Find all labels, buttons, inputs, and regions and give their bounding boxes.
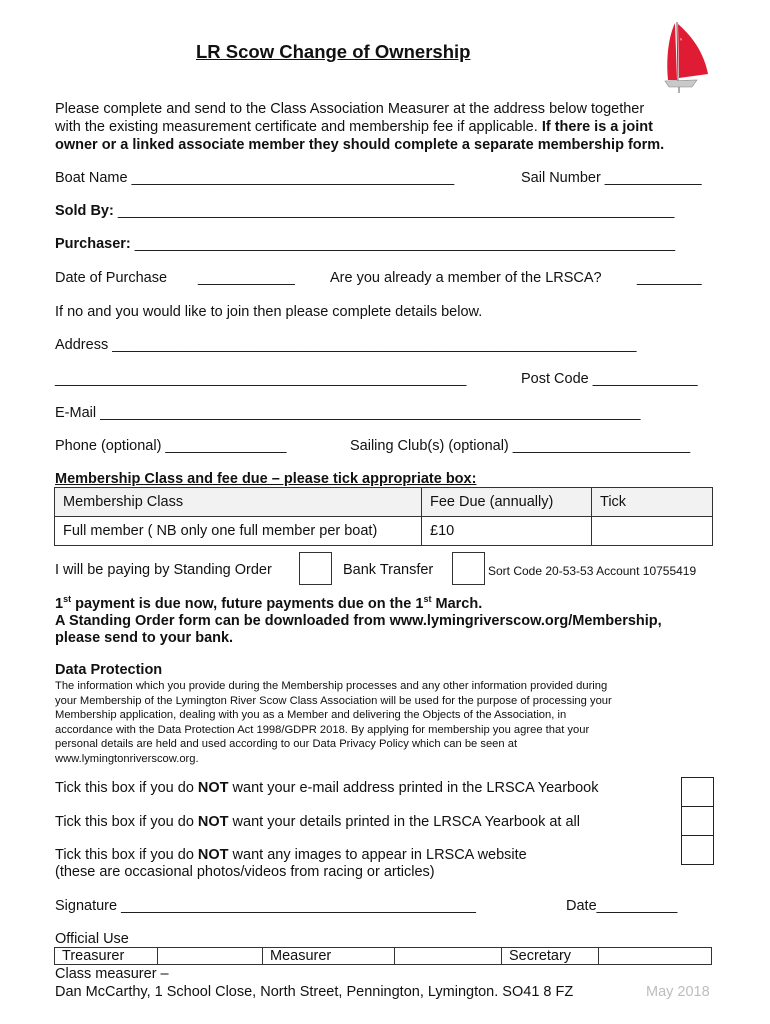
member-question-field[interactable]: ________ [637, 270, 702, 286]
opt-out-checkboxes [681, 777, 714, 865]
paragraph-line: your Membership of the Lymington River Scow Class Association will be used for the purpose of processing your [55, 694, 612, 707]
address-field[interactable]: Address _________________________________________________________________ [55, 337, 637, 353]
paragraph-line: personal details are held and used according to our Data Privacy Policy which can be seen at [55, 738, 518, 750]
opt-out-details-label: Tick this box if you do NOT want your details printed in the LRSCA Yearbook at all [55, 814, 580, 830]
opt-out-images-checkbox[interactable] [682, 836, 713, 864]
date-of-purchase-label: Date of Purchase [55, 270, 168, 286]
date-field[interactable]: Date__________ [566, 898, 678, 914]
footer-date: May 2018 [646, 984, 710, 1000]
payment-due-note: 1st payment is due now, future payments due on the 1st March. [55, 594, 483, 612]
scow-sailboat-icon [644, 20, 716, 99]
bank-transfer-label: Bank Transfer [343, 562, 434, 578]
signature-field[interactable]: Signature ____________________________________________ [55, 898, 476, 914]
address-line-2-field[interactable]: ___________________________________________________ [55, 371, 467, 387]
join-note: If no and you would like to join then please complete details below. [55, 304, 483, 320]
paragraph-line: accordance with the Data Protection Act 1998/GDPR 2018. By applying for membership you agree that your [55, 723, 590, 736]
sailing-club-field[interactable]: Sailing Club(s) (optional) ______________________ [350, 438, 691, 454]
table-row [55, 517, 713, 546]
opt-out-email-label: Tick this box if you do NOT want your e-mail address printed in the LRSCA Yearbook [55, 780, 599, 796]
class-measurer-label: Class measurer – [55, 966, 169, 982]
table-header: Membership Class [55, 488, 422, 517]
membership-table [54, 487, 713, 546]
bank-details: Sort Code 20-53-53 Account 10755419 [488, 564, 697, 578]
intro-line-2: with the existing measurement certificate and membership fee if applicable. If there is a joint [55, 119, 653, 135]
measurer-cell: Measurer [263, 948, 395, 965]
membership-class-cell: Full member ( NB only one full member per boat) [55, 517, 422, 546]
paragraph-line: The information which you provide during the Membership processes and any other information provided during [55, 680, 608, 692]
fee-cell: £10 [422, 517, 592, 546]
treasurer-cell: Treasurer [55, 948, 158, 965]
phone-field[interactable]: Phone (optional) _______________ [55, 438, 287, 454]
paragraph-line: www.lymingtonriverscow.org. [55, 752, 199, 765]
table-row [55, 948, 712, 965]
standing-order-checkbox[interactable] [299, 552, 332, 585]
measurer-signoff-cell[interactable] [395, 948, 502, 965]
secretary-cell: Secretary [502, 948, 599, 965]
email-field[interactable]: E-Mail ___________________________________________________________________ [55, 405, 641, 421]
standing-order-note-2: please send to your bank. [55, 630, 234, 646]
opt-out-details-checkbox[interactable] [682, 807, 713, 836]
secretary-signoff-cell[interactable] [599, 948, 712, 965]
sold-by-field[interactable]: Sold By: _____________________________________________________________________ [55, 203, 675, 219]
table-header: Fee Due (annually) [422, 488, 592, 517]
standing-order-note: A Standing Order form can be downloaded from www.lymingriverscow.org/Membership, [55, 613, 662, 629]
post-code-field[interactable]: Post Code _____________ [521, 371, 698, 387]
sail-number-field[interactable]: Sail Number ____________ [521, 170, 702, 186]
opt-out-images-note: (these are occasional photos/videos from racing or articles) [55, 864, 435, 880]
official-use-label: Official Use [55, 931, 129, 947]
data-protection-text [55, 679, 612, 766]
paragraph-line: Membership application, dealing with you as a Member and delivering the Objects of the Association, in [55, 709, 567, 721]
treasurer-signoff-cell[interactable] [158, 948, 263, 965]
opt-out-email-checkbox[interactable] [682, 778, 713, 807]
class-measurer-address: Dan McCarthy, 1 School Close, North Street, Pennington, Lymington. SO41 8 FZ [55, 984, 574, 1000]
purchaser-field[interactable]: Purchaser: ___________________________________________________________________ [55, 236, 676, 252]
boat-name-field[interactable]: Boat Name ________________________________________ [55, 170, 455, 186]
opt-out-images-label: Tick this box if you do NOT want any images to appear in LRSCA website [55, 847, 527, 863]
table-header: Tick [592, 488, 713, 517]
tick-cell[interactable] [592, 517, 713, 546]
membership-heading: Membership Class and fee due – please tick appropriate box: [55, 471, 477, 487]
table-header-row [55, 488, 713, 517]
standing-order-label: I will be paying by Standing Order [55, 562, 272, 578]
page-title: LR Scow Change of Ownership [196, 41, 471, 62]
bank-transfer-checkbox[interactable] [452, 552, 485, 585]
official-use-table [54, 947, 712, 965]
intro-line-3: owner or a linked associate member they should complete a separate membership form. [55, 137, 665, 153]
data-protection-heading: Data Protection [55, 662, 163, 678]
intro-line-1: Please complete and send to the Class Association Measurer at the address below together [55, 101, 645, 117]
date-of-purchase-field[interactable]: ____________ [198, 270, 295, 286]
member-question-label: Are you already a member of the LRSCA? [330, 270, 602, 286]
